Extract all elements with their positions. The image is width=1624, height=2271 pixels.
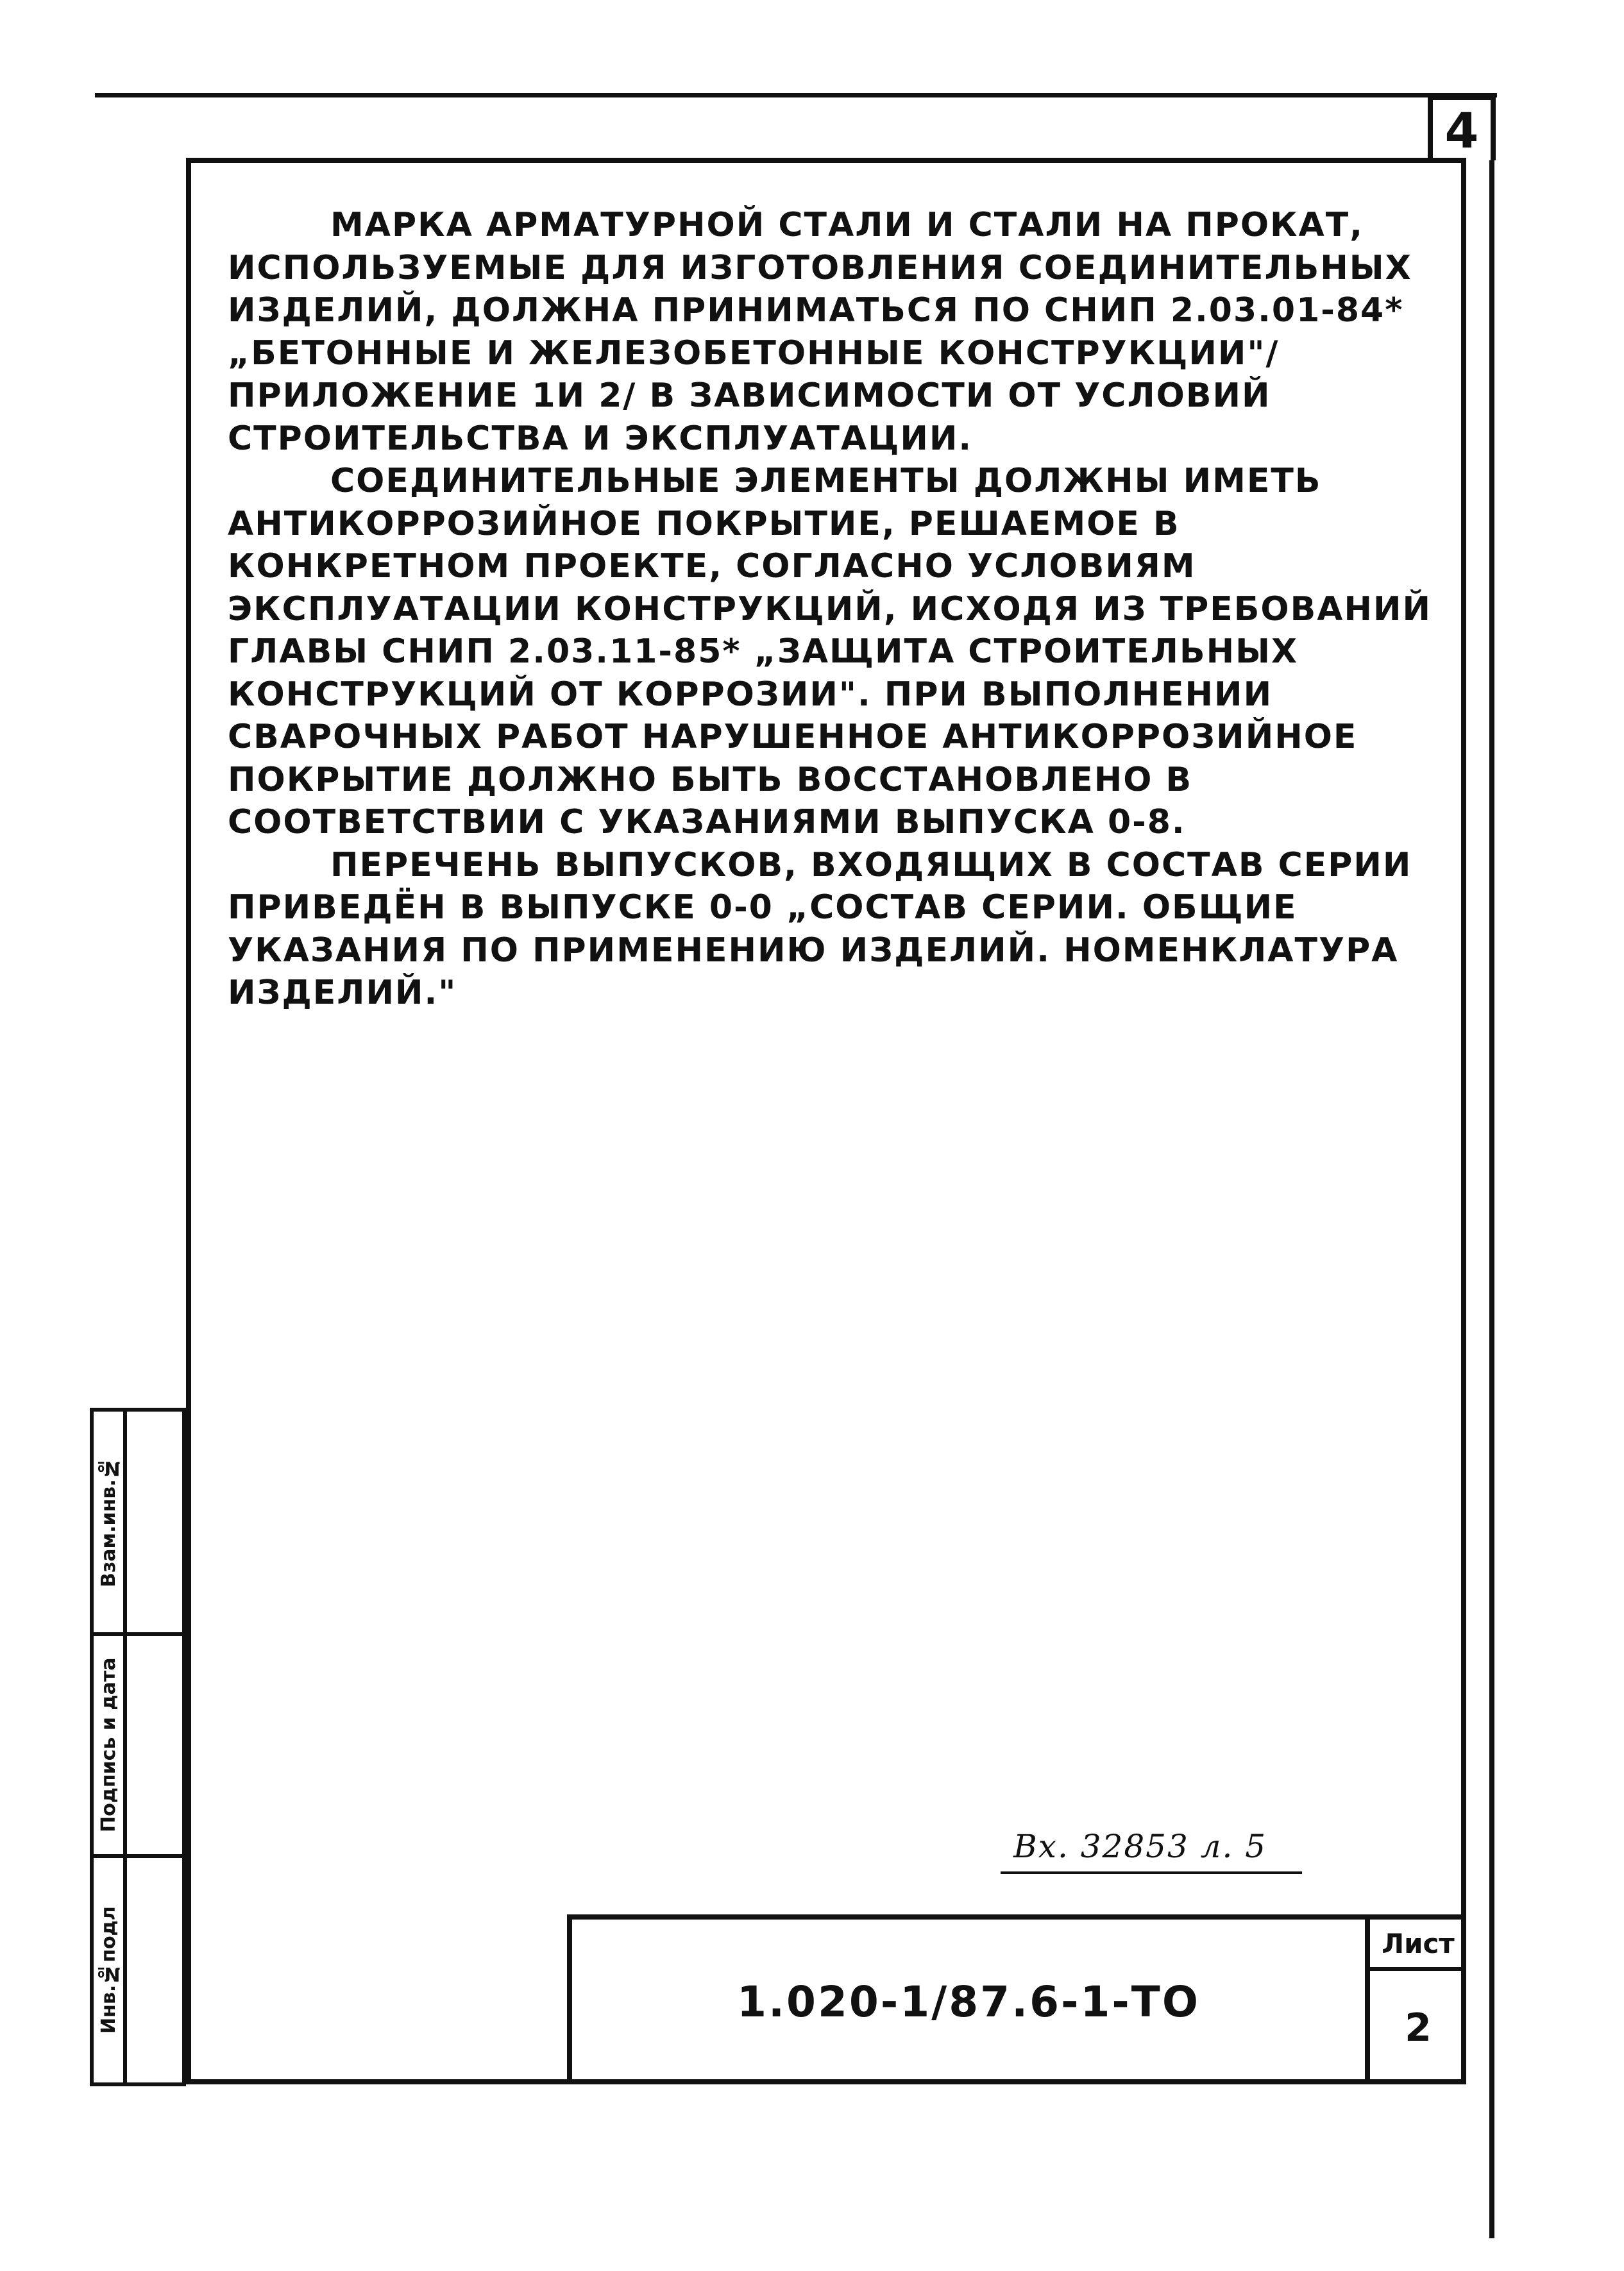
document-body	[228, 204, 1446, 1015]
paragraph-steel-grade: МАРКА АРМАТУРНОЙ СТАЛИ И СТАЛИ НА ПРОКАТ, ИСПОЛЬЗУЕМЫЕ ДЛЯ ИЗГОТОВЛЕНИЯ СОЕДИНИТЕЛЬНЫХ ИЗДЕЛИЙ, ДОЛЖНА ПРИНИМАТЬСЯ ПО СНИП 2.03.01-84* „БЕТОННЫЕ И ЖЕЛЕЗОБЕТОННЫЕ КОНСТРУКЦИИ"/ПРИЛОЖЕНИЕ 1И 2/ В ЗАВИСИМОСТИ ОТ УСЛОВИЙ СТРОИТЕЛЬСТВА И ЭКСПЛУАТАЦИИ.	[228, 206, 1412, 458]
side-stamp-vertical-divider	[123, 1412, 127, 2082]
paragraph-series-list: ПЕРЕЧЕНЬ ВЫПУСКОВ, ВХОДЯЩИХ В СОСТАВ СЕРИИ ПРИВЕДЁН В ВЫПУСКЕ 0-0 „СОСТАВ СЕРИИ. ОБЩИЕ УКАЗАНИЯ ПО ПРИМЕНЕНИЮ ИЗДЕЛИЙ. НОМЕНКЛАТУРА ИЗДЕЛИЙ."	[228, 845, 1412, 1012]
side-label-replacement-inv: Взам.инв.№	[97, 1456, 120, 1587]
sheet-divider	[1365, 1920, 1370, 2084]
right-border-line	[1489, 160, 1494, 2238]
side-label-signature-date: Подпись и дата	[97, 1657, 120, 1833]
side-stamp-column	[90, 1408, 186, 2086]
top-rule	[95, 93, 1497, 97]
sheet-label: Лист	[1370, 1920, 1466, 1971]
sheet-number: 2	[1405, 2005, 1432, 2050]
inbound-registration-note: Вх. 32853 л. 5	[1013, 1828, 1267, 1865]
paragraph-anticorrosion: СОЕДИНИТЕЛЬНЫЕ ЭЛЕМЕНТЫ ДОЛЖНЫ ИМЕТЬ АНТИКОРРОЗИЙНОЕ ПОКРЫТИЕ, РЕШАЕМОЕ В КОНКРЕТНОМ ПРОЕКТЕ, СОГЛАСНО УСЛОВИЯМ ЭКСПЛУАТАЦИИ КОНСТРУКЦИЙ, ИСХОДЯ ИЗ ТРЕБОВАНИЙ ГЛАВЫ СНИП 2.03.11-85* „ЗАЩИТА СТРОИТЕЛЬНЫХ КОНСТРУКЦИЙ ОТ КОРРОЗИИ". ПРИ ВЫПОЛНЕНИИ СВАРОЧНЫХ РАБОТ НАРУШЕННОЕ АНТИКОРРОЗИЙНОЕ ПОКРЫТИЕ ДОЛЖНО БЫТЬ ВОССТАНОВЛЕНО В СООТВЕТСТВИИ С УКАЗАНИЯМИ ВЫПУСКА 0-8.	[228, 462, 1432, 841]
document-code: 1.020-1/87.6-1-ТО	[737, 1977, 1200, 2027]
side-label-original-inv: Инв.№подл	[97, 1906, 120, 2034]
inbound-note-underline	[1001, 1871, 1302, 1874]
page-number: 4	[1428, 95, 1496, 160]
